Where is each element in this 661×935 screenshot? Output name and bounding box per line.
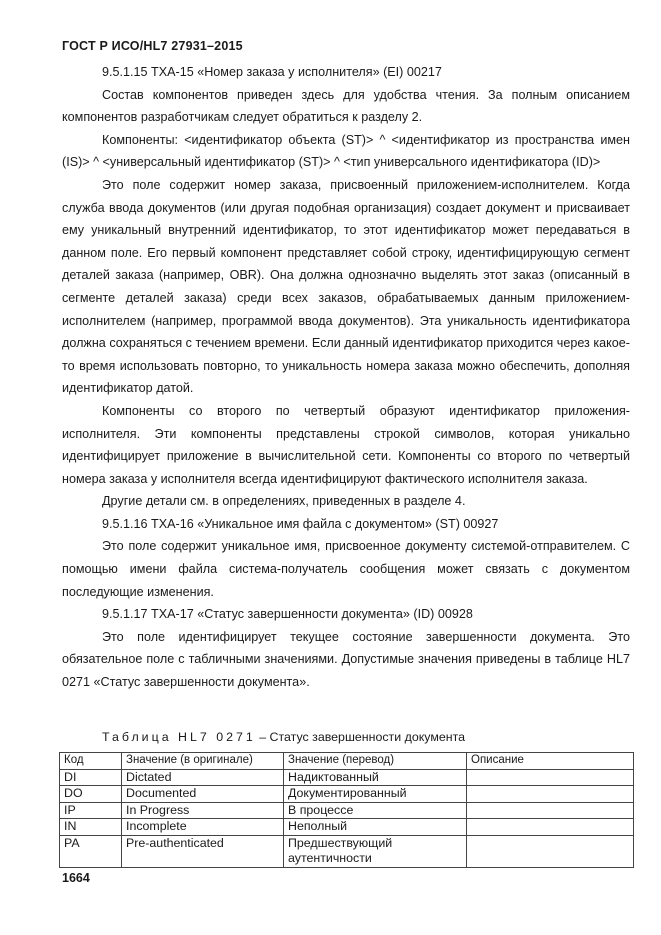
document-body [62,61,630,694]
paragraph: Компоненты: <идентификатор объекта (ST)> ^ <идентификатор из пространства имен (IS)> ^ <универсальный идентификатор (ST)> ^ <тип универсального идентификатора (ID)> [62,132,630,170]
table-cell: Incomplete [122,819,284,836]
table-cell: IN [60,819,122,836]
status-table [59,752,634,868]
column-header: Значение (перевод) [284,753,467,770]
table-cell: Pre-authenticated [122,835,284,867]
table-cell [467,802,634,819]
page-number: 1664 [62,871,90,885]
paragraph: Это поле содержит уникальное имя, присвоенное документу системой-отправителем. С помощью имени файла система-получатель сообщения может связать с документом последующие изменения. [62,539,630,599]
table-row [60,835,634,867]
document-header: ГОСТ Р ИСО/HL7 27931–2015 [62,39,243,53]
table-cell [467,835,634,867]
table-cell [467,819,634,836]
column-header: Значение (в оригинале) [122,753,284,770]
table-cell [467,769,634,786]
table-row [60,819,634,836]
table-cell: DO [60,786,122,803]
paragraph: Другие детали см. в определениях, приведенных в разделе 4. [102,494,466,509]
table-cell: Предшествующий аутентичности [284,835,467,867]
table-cell: Документированный [284,786,467,803]
table-header-row [60,753,634,770]
table-row [60,769,634,786]
paragraph: Это поле идентифицирует текущее состояние завершенности документа. Это обязательное поле с табличными значениями. Допустимые значения приведены в таблице HL7 0271 «Статус завершенности документа». [62,629,630,690]
table-cell: Dictated [122,769,284,786]
section-heading: 9.5.1.15 ТХА-15 «Номер заказа у исполнителя» (EI) 00217 [102,65,442,79]
table-cell: In Progress [122,802,284,819]
paragraph: Компоненты со второго по четвертый образуют идентификатор приложения-исполнителя. Эти компоненты представлены строкой символов, которая уникально идентифицирует приложение в вычислительной сети. Компоненты со второго по четвертый номера заказа у исполнителя всегда идентифицируют фактического исполнителя заказа. [62,403,630,486]
section-heading: 9.5.1.17 ТХА-17 «Статус завершенности документа» (ID) 00928 [102,607,473,622]
column-header: Код [60,753,122,770]
paragraph: Это поле содержит номер заказа, присвоенный приложением-исполнителем. Когда служба ввода документов (или другая подобная организация) создает документ и присваивает ему уникальный внутренний идентификатор, то этот идентификатор может передаваться в данном поле. Его первый компонент представляет собой строку, идентифицирующую сегмент деталей заказа (например, OBR). Она должна однозначно выделять этот заказ (описанный в сегменте деталей заказа) среди всех заказов, обрабатываемых данным приложением-исполнителем (например, программой ввода документов). Эта уникальность идентификатора должна сохраняться с течением времени. Если данный идентификатор приходится через какое-то время использовать повторно, то уникальность номера заказа можно обеспечить, дополняя идентификатор датой. [62,177,630,396]
table-caption-label: Таблица HL7 0271 [102,730,256,744]
table-row [60,786,634,803]
table-caption [102,729,465,745]
table-cell: PA [60,835,122,867]
column-header: Описание [467,753,634,770]
table-cell: Надиктованный [284,769,467,786]
table-row [60,802,634,819]
table-caption-text: – Статус завершенности документа [255,730,466,744]
table-cell: IP [60,802,122,819]
table-cell [467,786,634,803]
table-cell: Неполный [284,819,467,836]
paragraph: Состав компонентов приведен здесь для удобства чтения. За полным описанием компонентов разработчикам следует обратиться к разделу 2. [62,87,630,125]
table-cell: В процессе [284,802,467,819]
table-cell: DI [60,769,122,786]
table-cell: Documented [122,786,284,803]
section-heading: 9.5.1.16 ТХА-16 «Уникальное имя файла с документом» (ST) 00927 [102,516,499,531]
